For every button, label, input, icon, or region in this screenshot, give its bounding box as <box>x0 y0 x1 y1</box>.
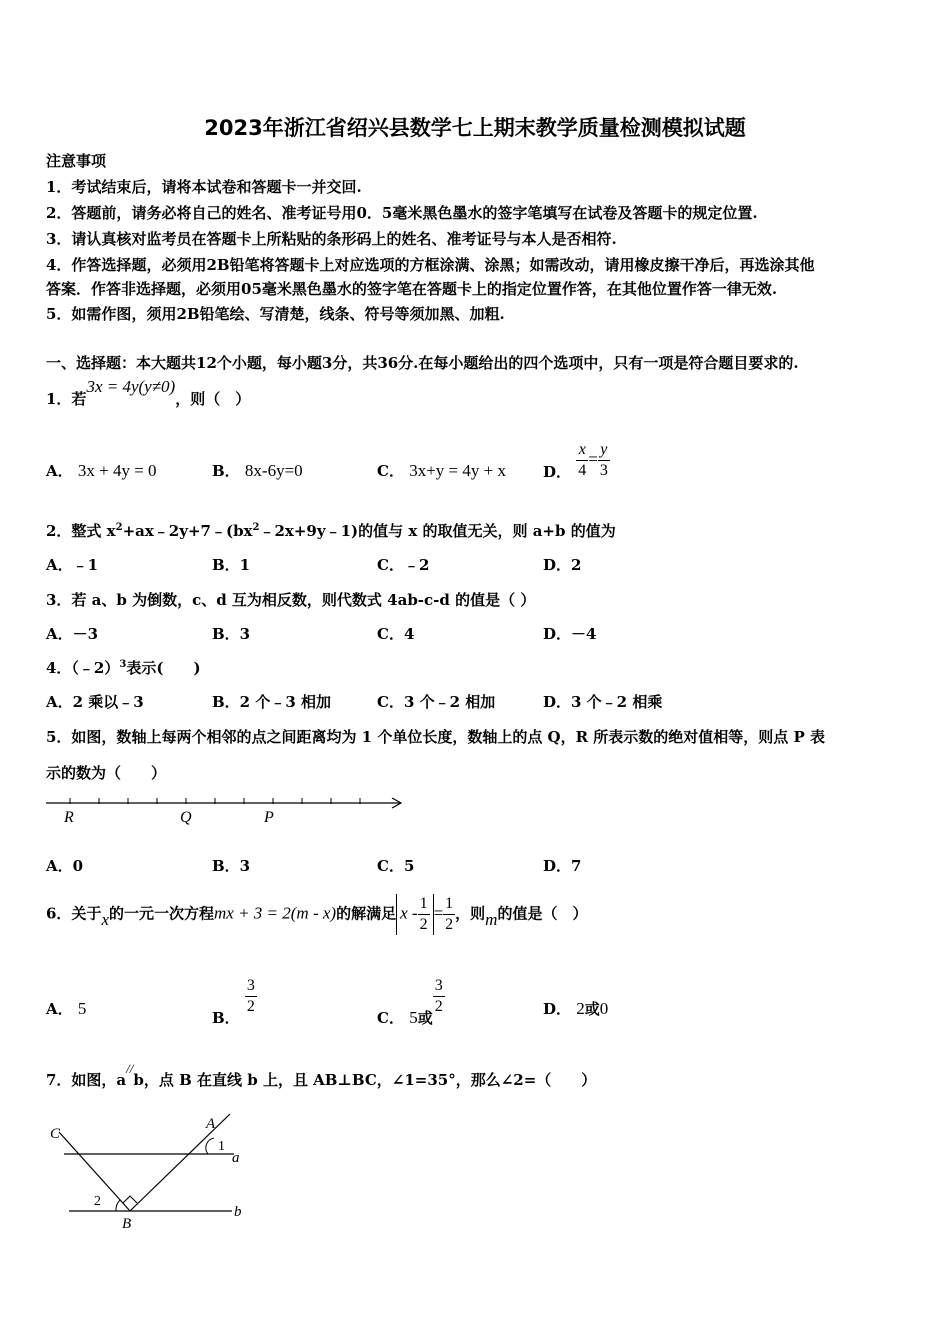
q1-option-a: A． 3x + 4y = 0 <box>46 461 157 480</box>
notice-item: 答案．作答非选择题，必须用05毫米黑色墨水的签字笔在答题卡上的指定位置作答，在其他位置作答一律无效. <box>46 280 778 298</box>
label-Q: Q <box>180 809 192 826</box>
q4-option-d: D．3 个﹣2 相乘 <box>543 693 663 711</box>
angle-1-arc <box>206 1138 214 1154</box>
label-b: b <box>234 1204 242 1220</box>
question-1 <box>46 377 251 409</box>
q1-suffix: ，则（ ） <box>175 390 251 408</box>
q3-option-a: A．－3 <box>46 625 99 643</box>
q1-option-c: C． 3x+y = 4y + x <box>377 461 506 480</box>
q6-option-a: A． 5 <box>46 999 87 1018</box>
q4-option-a: A．2 乘以﹣3 <box>46 693 144 711</box>
q4-option-c: C．3 个﹣2 相加 <box>377 693 496 711</box>
q3-option-d: D．－4 <box>543 625 597 643</box>
label-angle-1: 1 <box>218 1139 225 1154</box>
number-line-figure <box>44 792 410 832</box>
q5-option-b: B．3 <box>212 857 251 875</box>
q4-option-b: B．2 个﹣3 相加 <box>212 693 331 711</box>
q2-option-c: C．﹣2 <box>377 556 430 574</box>
page-title: 2023年浙江省绍兴县数学七上期末教学质量检测模拟试题 <box>204 116 746 140</box>
label-B: B <box>122 1216 132 1232</box>
angle-2-arc <box>116 1200 120 1211</box>
question-2: 2．整式 $x^2+ax﹣2y+7﹣(bx^2﹣2x+9y﹣1)$的值与 x 的取值无关，则 a+b 的值为 <box>46 522 616 540</box>
q6-option-d: D． 2或0 <box>543 999 609 1018</box>
label-P: P <box>264 809 274 826</box>
question-7: 7．如图，a//b，点 B 在直线 b 上，且 AB⊥BC，∠1=35°，那么∠2=（ ） <box>46 1061 597 1089</box>
q5-option-a: A．0 <box>46 857 84 875</box>
q1-option-b: B． 8x-6y=0 <box>212 461 303 480</box>
notice-item: 3．请认真核对监考员在答题卡上所粘贴的条形码上的姓名、准考证号与本人是否相符. <box>46 230 617 248</box>
q1-option-d: D． $\frac{x}{4}$ = $\frac{y}{3}$ <box>543 441 608 481</box>
question-6: 6．关于x的一元一次方程mx + 3 = 2(m - x)的解满足 x - $\frac{1}{2}$ = $\frac{1}{2}$ ，则m的值是（ ） <box>46 895 588 933</box>
label-a: a <box>232 1150 240 1166</box>
q5-option-d: D．7 <box>543 857 582 875</box>
label-C: C <box>50 1126 61 1142</box>
notice-heading: 注意事项 <box>46 152 107 170</box>
notice-item: 5．如需作图，须用2B铅笔绘、写清楚，线条、符号等须加黑、加粗. <box>46 305 505 323</box>
q6-option-c: C． 5或 $\frac{3}{2}$ <box>377 977 443 1027</box>
q3-option-c: C．4 <box>377 625 415 643</box>
q6-option-b: B． $\frac{3}{2}$ <box>212 977 255 1027</box>
notice-item: 1．考试结束后，请将本试卷和答题卡一并交回. <box>46 178 362 196</box>
q1-expression: 3x = 4y(y≠0) <box>86 377 176 396</box>
label-angle-2: 2 <box>94 1194 101 1209</box>
q2-option-d: D．2 <box>543 556 582 574</box>
label-A: A <box>206 1116 216 1132</box>
q1-prefix: 1．若 <box>46 390 87 408</box>
notice-item: 4．作答选择题，必须用2B铅笔将答题卡上对应选项的方框涂满、涂黑；如需改动，请用橡皮擦干净后，再选涂其他 <box>46 256 815 274</box>
label-R: R <box>64 809 74 826</box>
q5-option-c: C．5 <box>377 857 415 875</box>
parallel-lines-figure <box>44 1110 254 1235</box>
q3-option-b: B．3 <box>212 625 251 643</box>
q2-option-b: B．1 <box>212 556 251 574</box>
q2-option-a: A．﹣1 <box>46 556 99 574</box>
notice-item: 2．答题前，请务必将自己的姓名、准考证号用0．5毫米黑色墨水的签字笔填写在试卷及答题卡的规定位置. <box>46 204 758 222</box>
section-heading: 一、选择题：本大题共12个小题，每小题3分，共36分.在每小题给出的四个选项中，只有一项是符合题目要求的. <box>46 354 799 372</box>
question-4: 4．（﹣2）$^3$表示( ) <box>46 659 201 677</box>
question-5-line-1: 5．如图，数轴上每两个相邻的点之间距离均为 1 个单位长度，数轴上的点 Q，R 所表示数的绝对值相等，则点 P 表 <box>46 728 826 746</box>
right-angle-mark <box>123 1196 137 1203</box>
question-3: 3．若 a、b 为倒数，c、d 互为相反数，则代数式 4ab-c-d 的值是（ ） <box>46 591 536 609</box>
question-5-line-2: 示的数为（ ） <box>46 764 167 782</box>
